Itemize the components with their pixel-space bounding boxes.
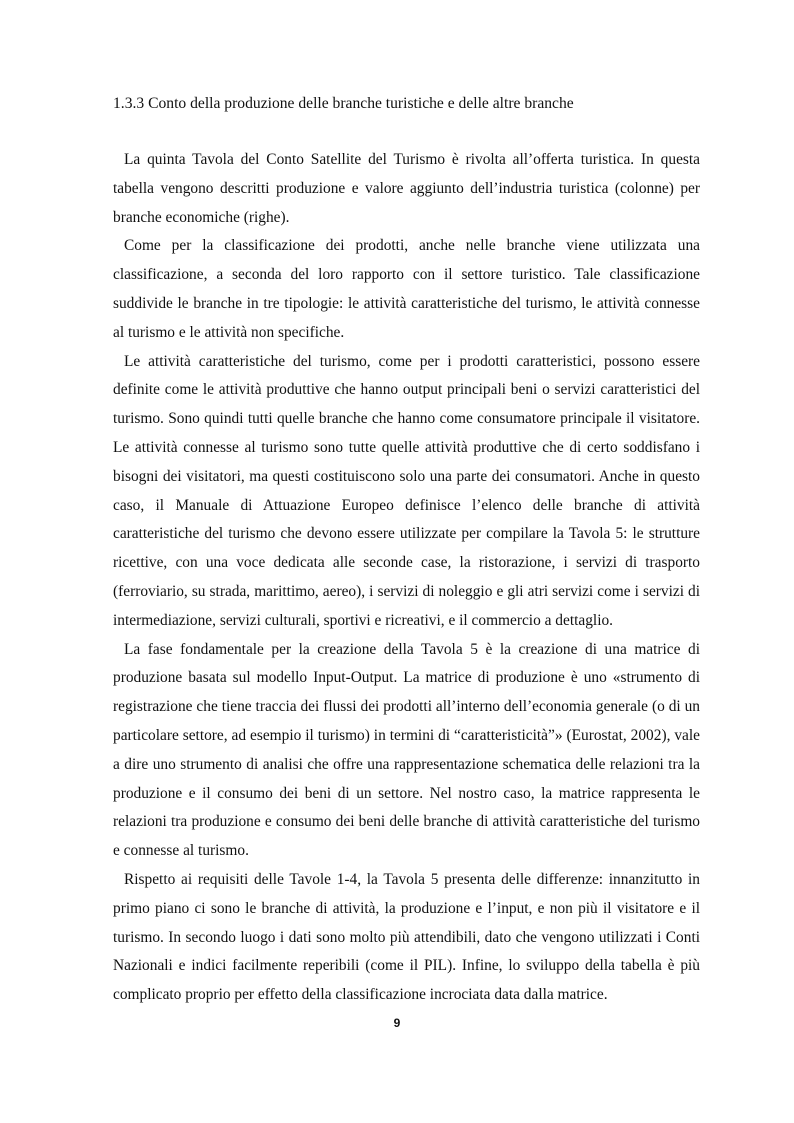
paragraph-differenze-tavole: Rispetto ai requisiti delle Tavole 1-4, la Tavola 5 presenta delle differenze: innanzitutto in primo piano ci sono le branche di attività, la produzione e l’input, e non più il visitatore e il turismo. In secondo luogo i dati sono molto più attendibili, dato che vengono utilizzati i Conti Nazionali e indici facilmente reperibili (come il PIL). Infine, lo sviluppo della tabella è più complicato proprio per effetto della classificazione incrociata data dalla matrice.	[113, 870, 700, 1004]
paragraph-matrice-produzione: La fase fondamentale per la creazione della Tavola 5 è la creazione di una matrice di produzione basata sul modello Input-Output. La matrice di produzione è uno «strumento di registrazione che tiene traccia dei flussi dei prodotti all’interno dell’economia generale (o di un particolare settore, ad esempio il turismo) in termini di “caratteristicità”» (Eurostat, 2002), vale a dire uno strumento di analisi che offre una rappresentazione schematica delle relazioni tra la produzione e il consumo dei beni di un settore. Nel nostro caso, la matrice rappresenta le relazioni tra produzione e consumo dei beni delle branche di attività caratteristiche del turismo e connesse al turismo.	[113, 640, 700, 860]
body-text	[113, 146, 700, 1010]
paragraph-offerta-turistica: La quinta Tavola del Conto Satellite del Turismo è rivolta all’offerta turistica. In questa tabella vengono descritti produzione e valore aggiunto dell’industria turistica (colonne) per branche economiche (righe).	[113, 151, 700, 226]
section-heading: 1.3.3 Conto della produzione delle branche turistiche e delle altre branche	[113, 95, 574, 112]
paragraph-classificazione-branche: Come per la classificazione dei prodotti, anche nelle branche viene utilizzata una classificazione, a seconda del loro rapporto con il settore turistico. Tale classificazione suddivide le branche in tre tipologie: le attività caratteristiche del turismo, le attività connesse al turismo e le attività non specifiche.	[113, 237, 700, 341]
paragraph-attivita-caratteristiche: Le attività caratteristiche del turismo, come per i prodotti caratteristici, possono essere definite come le attività produttive che hanno output principali beni o servizi caratteristici del turismo. Sono quindi tutti quelle branche che hanno come consumatore principale il visitatore. Le attività connesse al turismo sono tutte quelle attività produttive che di certo soddisfano i bisogni dei visitatori, ma questi costituiscono solo una parte dei consumatori. Anche in questo caso, il Manuale di Attuazione Europeo definisce l’elenco delle branche di attività caratteristiche del turismo che devono essere utilizzate per compilare la Tavola 5: le strutture ricettive, con una voce dedicata alle seconde case, la ristorazione, i servizi di trasporto (ferroviario, su strada, marittimo, aereo), i servizi di noleggio e gli atri servizi come i servizi di intermediazione, servizi culturali, sportivi e ricreativi, e il commercio a dettaglio.	[113, 352, 700, 629]
page-number: 9	[393, 1016, 401, 1030]
